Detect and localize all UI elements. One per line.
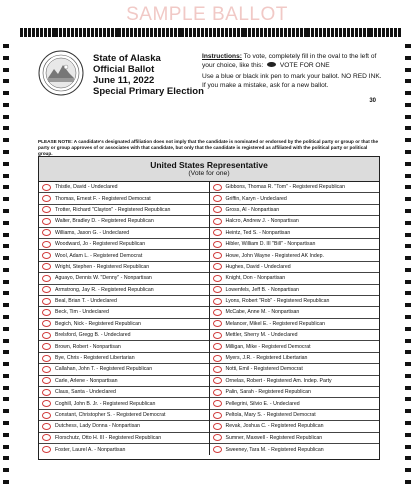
- instructions-text-b: VOTE FOR ONE: [278, 61, 330, 69]
- instructions-title: Instructions:: [202, 53, 242, 60]
- candidate-name: Callahan, John T. - Registered Republican: [55, 366, 153, 373]
- candidate-option[interactable]: [39, 444, 209, 455]
- candidate-name: Woodward, Jo - Registered Republican: [55, 241, 146, 248]
- vote-oval-icon[interactable]: [42, 298, 51, 305]
- vote-oval-icon[interactable]: [213, 241, 222, 248]
- vote-oval-icon[interactable]: [42, 332, 51, 339]
- candidate-name: Halcro, Andrew J. - Nonpartisan: [225, 218, 299, 225]
- ballot-type: Official Ballot: [93, 64, 155, 75]
- vote-oval-icon[interactable]: [213, 263, 222, 270]
- candidate-option[interactable]: [39, 262, 209, 273]
- vote-oval-icon[interactable]: [42, 434, 51, 441]
- vote-oval-icon[interactable]: [213, 446, 222, 453]
- vote-oval-icon[interactable]: [42, 320, 51, 327]
- vote-oval-icon[interactable]: [213, 400, 222, 407]
- vote-oval-icon[interactable]: [42, 389, 51, 396]
- candidate-name: Foster, Laurel A. - Nonpartisan: [55, 446, 126, 453]
- candidate-option[interactable]: [39, 364, 209, 375]
- vote-oval-icon[interactable]: [213, 218, 222, 225]
- candidate-option[interactable]: [210, 205, 380, 216]
- vote-oval-icon[interactable]: [42, 412, 51, 419]
- candidate-name: Gross, Al - Nonpartisan: [225, 206, 280, 213]
- instructions-ink: Use a blue or black ink pen to mark your ballot. NO RED INK. If you make a mistake, ask for a new ballot.: [202, 73, 382, 89]
- candidate-option[interactable]: [39, 239, 209, 250]
- candidate-name: Howe, John Wayne - Registered AK Indep.: [225, 252, 324, 259]
- vote-oval-icon[interactable]: [42, 377, 51, 384]
- candidate-option[interactable]: [210, 444, 380, 455]
- vote-oval-icon[interactable]: [213, 366, 222, 373]
- candidate-option[interactable]: [39, 398, 209, 409]
- vote-oval-icon[interactable]: [213, 309, 222, 316]
- candidate-option[interactable]: [210, 398, 380, 409]
- candidate-option[interactable]: [210, 250, 380, 261]
- candidate-name: Brown, Robert - Nonpartisan: [55, 343, 121, 350]
- candidate-option[interactable]: [39, 387, 209, 398]
- vote-oval-icon[interactable]: [213, 298, 222, 305]
- vote-oval-icon[interactable]: [42, 206, 51, 213]
- candidate-option[interactable]: [39, 296, 209, 307]
- candidate-option[interactable]: [210, 216, 380, 227]
- candidate-option[interactable]: [210, 228, 380, 239]
- candidate-option[interactable]: [39, 319, 209, 330]
- candidate-option[interactable]: [39, 193, 209, 204]
- candidate-option[interactable]: [39, 250, 209, 261]
- vote-oval-icon[interactable]: [213, 412, 222, 419]
- vote-oval-icon[interactable]: [213, 343, 222, 350]
- candidate-option[interactable]: [210, 364, 380, 375]
- candidate-name: Claus, Santa - Undeclared: [55, 389, 116, 396]
- candidate-name: Bye, Chris - Registered Libertarian: [55, 355, 135, 362]
- vote-oval-icon[interactable]: [42, 275, 51, 282]
- candidate-option[interactable]: [210, 273, 380, 284]
- sample-ballot-watermark: SAMPLE BALLOT: [126, 4, 288, 25]
- instructions: [202, 53, 382, 90]
- contest-header: [39, 157, 379, 182]
- candidate-name: Lyons, Robert "Rob" - Registered Republican: [225, 298, 330, 305]
- vote-oval-icon[interactable]: [213, 195, 222, 202]
- candidate-option[interactable]: [39, 376, 209, 387]
- candidate-option[interactable]: [39, 285, 209, 296]
- candidate-name: Beck, Tim - Undeclared: [55, 309, 109, 316]
- vote-oval-icon[interactable]: [213, 286, 222, 293]
- affiliation-note: PLEASE NOTE: A candidate's designated affiliation does not imply that the candidate is nominated or endorsed by the political party or group or that the party or group approves of or associates with that candidate, but only that the candidate is registered as affiliated with the political party or political group.: [38, 139, 379, 156]
- candidate-option[interactable]: [210, 376, 380, 387]
- candidate-option[interactable]: [210, 307, 380, 318]
- vote-oval-icon[interactable]: [42, 309, 51, 316]
- candidate-column-left: [39, 182, 210, 455]
- vote-oval-icon[interactable]: [42, 343, 51, 350]
- vote-oval-icon[interactable]: [213, 206, 222, 213]
- candidate-name: Knight, Don - Nonpartisan: [225, 275, 286, 282]
- candidate-name: Melancer, Mikel E. - Registered Republican: [225, 320, 325, 327]
- vote-oval-icon[interactable]: [42, 446, 51, 453]
- candidate-option[interactable]: [39, 182, 209, 193]
- candidate-name: Hibler, William D. III "Bill" - Nonpartisan: [225, 241, 316, 248]
- candidate-option[interactable]: [39, 273, 209, 284]
- candidate-name: Williams, Jason G. - Undeclared: [55, 229, 130, 236]
- candidate-name: Palin, Sarah - Registered Republican: [225, 389, 311, 396]
- contest-subtitle: (Vote for one): [188, 170, 230, 177]
- candidate-option[interactable]: [210, 410, 380, 421]
- candidate-option[interactable]: [210, 193, 380, 204]
- candidate-option[interactable]: [210, 353, 380, 364]
- vote-oval-icon[interactable]: [42, 241, 51, 248]
- candidate-name: Trotter, Richard "Clayton" - Registered Republican: [55, 206, 171, 213]
- vote-oval-icon[interactable]: [42, 400, 51, 407]
- candidate-name: Milligan, Mike - Registered Democrat: [225, 343, 311, 350]
- candidate-name: Peltola, Mary S. - Registered Democrat: [225, 412, 316, 418]
- candidate-name: Aguayo, Dennis W. "Denny" - Nonpartisan: [55, 275, 152, 282]
- candidate-name: Heintz, Ted S. - Nonpartisan: [225, 229, 291, 236]
- vote-oval-icon[interactable]: [42, 195, 51, 202]
- state-name: State of Alaska: [93, 53, 161, 64]
- candidate-name: Carle, Arlene - Nonpartisan: [55, 377, 118, 384]
- election-name: Special Primary Election: [93, 86, 204, 97]
- candidate-name: Wright, Stephen - Registered Republican: [55, 263, 150, 270]
- vote-oval-icon[interactable]: [213, 434, 222, 441]
- candidate-option[interactable]: [210, 296, 380, 307]
- candidate-option[interactable]: [210, 387, 380, 398]
- state-seal-icon: [38, 50, 84, 96]
- candidate-option[interactable]: [39, 307, 209, 318]
- candidate-option[interactable]: [210, 182, 380, 193]
- vote-oval-icon[interactable]: [213, 423, 222, 430]
- candidate-option[interactable]: [210, 433, 380, 444]
- candidate-name: Gibbons, Thomas R. "Tom" - Registered Republican: [225, 184, 345, 191]
- candidate-option[interactable]: [210, 341, 380, 352]
- candidate-option[interactable]: [210, 239, 380, 250]
- right-timing-marks: [405, 44, 411, 484]
- candidate-name: Pellegrini, Silvio E. - Undeclared: [225, 400, 300, 407]
- vote-oval-icon[interactable]: [213, 275, 222, 282]
- vote-oval-icon[interactable]: [42, 229, 51, 236]
- filled-oval-example-icon: [267, 62, 276, 67]
- candidate-name: Hughes, David - Undeclared: [225, 263, 291, 270]
- contest-us-representative: [38, 156, 380, 460]
- candidate-option[interactable]: [39, 433, 209, 444]
- vote-oval-icon[interactable]: [42, 355, 51, 362]
- candidate-option[interactable]: [39, 421, 209, 432]
- vote-oval-icon[interactable]: [213, 184, 222, 191]
- instructions-text-a: To vote, completely fill in the oval to the left of your choice, like this:: [202, 53, 377, 69]
- candidate-name: Dutchess, Lady Donna - Nonpartisan: [55, 423, 141, 430]
- top-timing-marks: [20, 28, 402, 37]
- candidate-name: Revak, Joshua C. - Registered Republican: [225, 423, 324, 430]
- candidate-name: Walter, Bradley D. - Registered Republican: [55, 218, 154, 225]
- candidate-name: McCabe, Anne M. - Nonpartisan: [225, 309, 300, 316]
- candidate-option[interactable]: [39, 205, 209, 216]
- candidate-name: Constant, Christopher S. - Registered Democrat: [55, 412, 166, 418]
- candidate-option[interactable]: [39, 216, 209, 227]
- vote-oval-icon[interactable]: [42, 218, 51, 225]
- vote-oval-icon[interactable]: [213, 389, 222, 396]
- candidate-name: Myers, J.R. - Registered Libertarian: [225, 355, 308, 362]
- candidate-columns: [39, 182, 379, 455]
- vote-oval-icon[interactable]: [213, 229, 222, 236]
- candidate-option[interactable]: [39, 330, 209, 341]
- candidate-name: Florschutz, Otto H. III - Registered Republican: [55, 434, 162, 441]
- candidate-name: Griffin, Karyn - Undeclared: [225, 195, 287, 202]
- candidate-name: Brelsford, Gregg B. - Undeclared: [55, 332, 131, 339]
- candidate-name: Lowenfels, Jeff B. - Nonpartisan: [225, 286, 299, 293]
- candidate-option[interactable]: [39, 353, 209, 364]
- candidate-option[interactable]: [39, 341, 209, 352]
- candidate-name: Sumner, Maxwell - Registered Republican: [225, 434, 323, 441]
- candidate-name: Armstrong, Jay R. - Registered Republican: [55, 286, 154, 293]
- candidate-option[interactable]: [210, 285, 380, 296]
- vote-oval-icon[interactable]: [213, 355, 222, 362]
- candidate-name: Begich, Nick - Registered Republican: [55, 320, 141, 327]
- vote-oval-icon[interactable]: [42, 263, 51, 270]
- vote-oval-icon[interactable]: [213, 377, 222, 384]
- candidate-name: Ornelas, Robert - Registered Am. Indep. Party: [225, 377, 332, 384]
- page-number: 30: [369, 98, 376, 104]
- candidate-name: Mettler, Sherry M. - Undeclared: [225, 332, 298, 339]
- candidate-name: Wool, Adam L. - Registered Democrat: [55, 252, 143, 259]
- vote-oval-icon[interactable]: [213, 332, 222, 339]
- ballot-header: [38, 50, 380, 132]
- vote-oval-icon[interactable]: [213, 252, 222, 259]
- candidate-option[interactable]: [210, 330, 380, 341]
- candidate-name: Beal, Brian T. - Undeclared: [55, 298, 117, 305]
- vote-oval-icon[interactable]: [42, 252, 51, 259]
- vote-oval-icon[interactable]: [42, 423, 51, 430]
- vote-oval-icon[interactable]: [42, 286, 51, 293]
- ballot-title-block: [93, 53, 204, 97]
- candidate-option[interactable]: [39, 410, 209, 421]
- vote-oval-icon[interactable]: [42, 184, 51, 191]
- candidate-option[interactable]: [210, 421, 380, 432]
- left-timing-marks: [3, 44, 9, 484]
- candidate-option[interactable]: [210, 262, 380, 273]
- election-date: June 11, 2022: [93, 75, 155, 86]
- candidate-name: Notti, Emil - Registered Democrat: [225, 366, 303, 373]
- candidate-name: Thomas, Ernest F. - Registered Democrat: [55, 195, 151, 202]
- candidate-name: Coghill, John B. Jr. - Registered Republican: [55, 400, 156, 407]
- vote-oval-icon[interactable]: [213, 320, 222, 327]
- candidate-name: Thistle, David - Undeclared: [55, 184, 118, 191]
- candidate-option[interactable]: [210, 319, 380, 330]
- contest-title: United States Representative: [150, 160, 268, 170]
- candidate-name: Sweeney, Tara M. - Registered Republican: [225, 446, 324, 453]
- vote-oval-icon[interactable]: [42, 366, 51, 373]
- candidate-column-right: [210, 182, 380, 455]
- candidate-option[interactable]: [39, 228, 209, 239]
